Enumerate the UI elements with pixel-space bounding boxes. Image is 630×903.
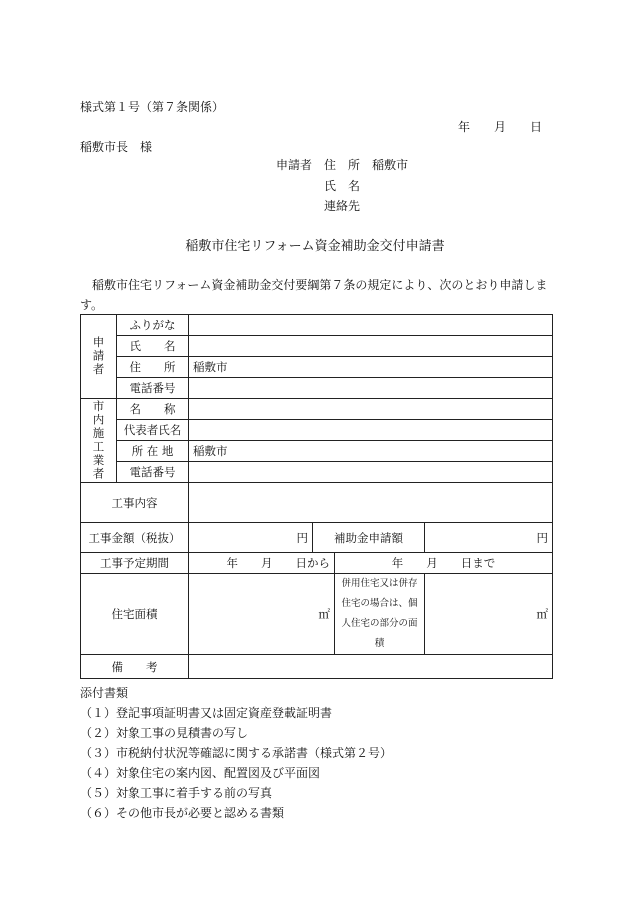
application-form-table [80, 314, 553, 679]
date-line [458, 118, 542, 135]
addressee: 稲敷市長 様 [80, 140, 153, 154]
applicant-address-value: 稲敷市 [372, 158, 409, 172]
contractor-phone-field[interactable] [189, 462, 553, 483]
attachments-heading: 添付書類 [80, 686, 129, 700]
work-content-label: 工事内容 [81, 483, 189, 523]
subsidy-label: 補助金申請額 [313, 523, 425, 553]
applicant-contact-label: 連絡先 [324, 199, 361, 213]
table-row [81, 523, 553, 553]
remarks-field[interactable] [189, 655, 553, 679]
table-row [81, 462, 553, 483]
applicant-phone-label: 電話番号 [117, 378, 189, 399]
table-row [81, 315, 553, 336]
cost-label: 工事金額（税抜） [81, 523, 189, 553]
applicant-group-label: 申請者 [91, 336, 106, 377]
work-content-field[interactable] [189, 483, 553, 523]
area-label: 住宅面積 [81, 574, 189, 655]
table-row [81, 574, 553, 655]
subsidy-field[interactable]: 円 [425, 523, 553, 553]
mixed-use-note: 併用住宅又は併存住宅の場合は、個人住宅の部分の面積 [335, 574, 425, 655]
applicant-phone-field[interactable] [189, 378, 553, 399]
applicant-address-label: 住 所 [324, 158, 361, 172]
applicant-name-field[interactable] [189, 336, 553, 357]
document-title: 稲敷市住宅リフォーム資金補助金交付申請書 [185, 239, 445, 254]
attachment-item: （５）対象工事に着手する前の写真 [80, 786, 273, 800]
date-month: 月 [494, 120, 507, 134]
table-row [81, 399, 553, 420]
attachment-item: （３）市税納付状況等確認に関する承諾書（様式第２号） [80, 746, 393, 760]
applicant-group-cell [81, 315, 117, 399]
contractor-group-label: 市内施工業者 [91, 400, 106, 481]
attachment-item: （４）対象住宅の案内図、配置図及び平面図 [80, 766, 321, 780]
applicant-label: 申請者 [276, 158, 313, 172]
contractor-group-cell [81, 399, 117, 483]
table-row [81, 378, 553, 399]
contractor-phone-label: 電話番号 [117, 462, 189, 483]
company-name-field[interactable] [189, 399, 553, 420]
applicant-name-label: 氏 名 [324, 179, 361, 193]
table-row [81, 441, 553, 462]
furigana-field[interactable] [189, 315, 553, 336]
date-day: 日 [530, 120, 543, 134]
attachment-item: （６）その他市長が必要と認める書類 [80, 806, 285, 820]
period-from-field[interactable]: 年 月 日から [189, 553, 335, 574]
furigana-label: ふりがな [117, 315, 189, 336]
location-label: 所 在 地 [117, 441, 189, 462]
applicant-address-field[interactable]: 稲敷市 [189, 357, 553, 378]
area-field[interactable]: ㎡ [189, 574, 335, 655]
applicant-name-cell-label: 氏 名 [117, 336, 189, 357]
intro-paragraph: 稲敷市住宅リフォーム資金補助金交付要綱第７条の規定により、次のとおり申請します。 [80, 278, 548, 312]
remarks-label: 備 考 [81, 655, 189, 679]
representative-field[interactable] [189, 420, 553, 441]
mixed-area-field[interactable]: ㎡ [425, 574, 553, 655]
date-year: 年 [458, 120, 471, 134]
table-row [81, 655, 553, 679]
cost-field[interactable]: 円 [189, 523, 313, 553]
representative-label: 代表者氏名 [117, 420, 189, 441]
table-row [81, 336, 553, 357]
location-field[interactable]: 稲敷市 [189, 441, 553, 462]
period-to-field[interactable]: 年 月 日まで [335, 553, 553, 574]
table-row [81, 357, 553, 378]
table-row [81, 483, 553, 523]
company-name-label: 名 称 [117, 399, 189, 420]
attachment-item: （１）登記事項証明書又は固定資産登載証明書 [80, 706, 333, 720]
period-label: 工事予定期間 [81, 553, 189, 574]
attachment-item: （２）対象工事の見積書の写し [80, 726, 249, 740]
table-row [81, 420, 553, 441]
table-row [81, 553, 553, 574]
applicant-address-line [276, 156, 408, 173]
form-number: 様式第１号（第７条関係） [80, 100, 225, 114]
applicant-address-cell-label: 住 所 [117, 357, 189, 378]
